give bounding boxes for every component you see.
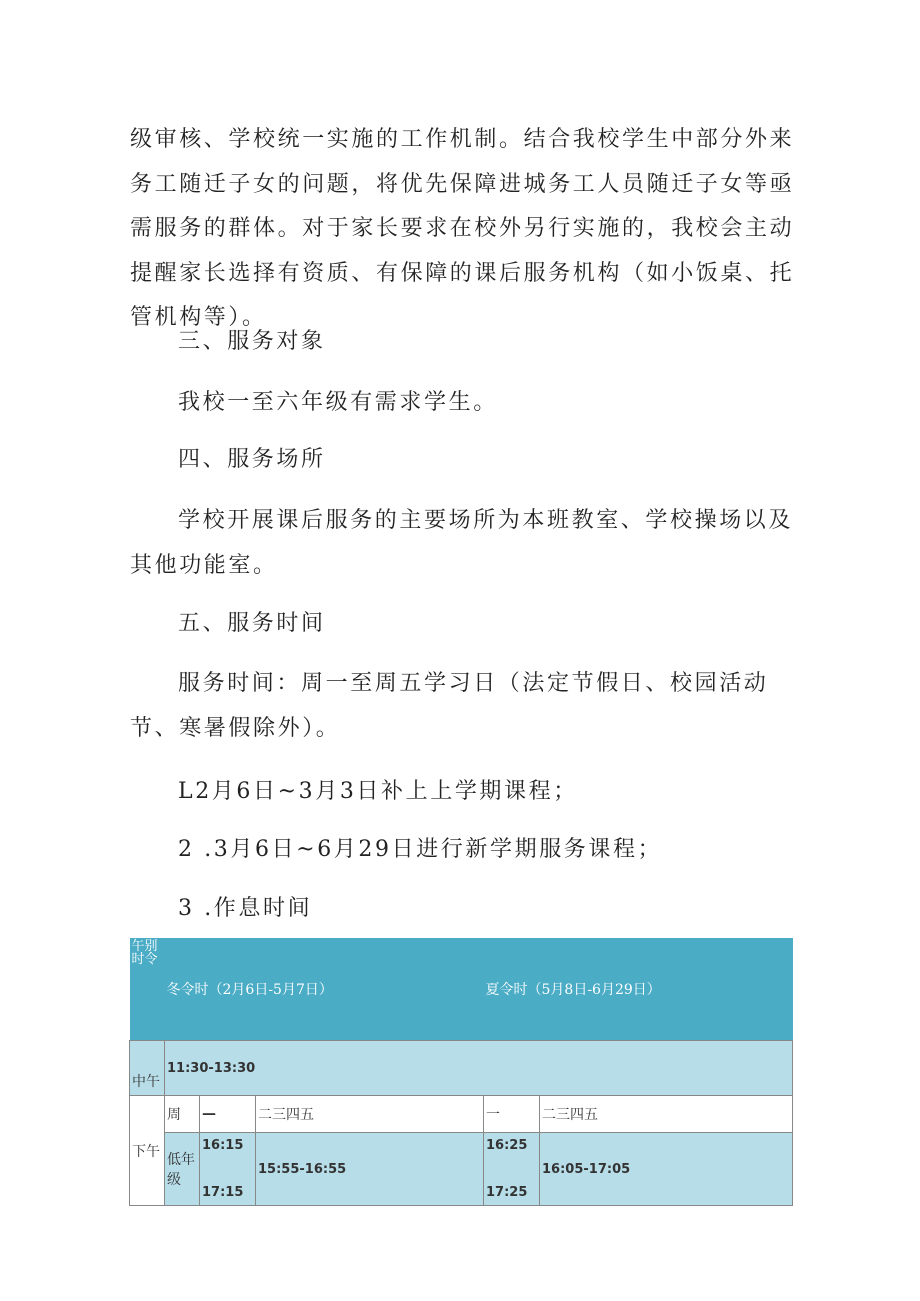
summer-tue-fri-time: 16:05-17:05 bbox=[540, 1133, 793, 1206]
schedule-table bbox=[129, 938, 793, 1206]
summer-monday-start: 16:25 bbox=[486, 1138, 528, 1153]
summer-monday-time bbox=[484, 1133, 540, 1206]
afternoon-label: 下午 bbox=[130, 1096, 165, 1206]
paragraph-intro: 级审核、学校统一实施的工作机制。结合我校学生中部分外来务工随迁子女的问题，将优先保障进城务工人员随迁子女等亟需服务的群体。对于家长要求在校外另行实施的，我校会主动提醒家长选择有资质、有保障的课后服务机构（如小饭桌、托管机构等）。 bbox=[130, 127, 795, 330]
summer-tue-fri: 二三四五 bbox=[540, 1096, 793, 1133]
winter-header: 冬令时（2月6日-5月7日） bbox=[165, 938, 484, 1041]
winter-monday-start: 16:15 bbox=[202, 1138, 244, 1153]
heading-service-targets: 三、服务对象 bbox=[178, 329, 326, 354]
week-label: 周 bbox=[165, 1096, 200, 1133]
summer-monday-end: 17:25 bbox=[486, 1185, 528, 1200]
winter-monday-end: 17:15 bbox=[202, 1185, 244, 1200]
noon-label: 中午 bbox=[130, 1041, 165, 1096]
table-row-low-grade bbox=[130, 1133, 793, 1206]
list-item-1: L2月6日~3月3日补上上学期课程； bbox=[178, 779, 578, 804]
noon-time: 11:30-13:30 bbox=[165, 1041, 793, 1096]
heading-service-time: 五、服务时间 bbox=[178, 611, 326, 636]
table-row-noon bbox=[130, 1041, 793, 1096]
list-item-3: 3 .作息时间 bbox=[178, 896, 313, 921]
low-grade-label: 低年级 bbox=[165, 1133, 200, 1206]
heading-service-venue: 四、服务场所 bbox=[178, 447, 326, 472]
winter-monday-time bbox=[200, 1133, 256, 1206]
table-row-weekdays bbox=[130, 1096, 793, 1133]
winter-monday: — bbox=[200, 1096, 256, 1133]
winter-tue-fri-time: 15:55-16:55 bbox=[256, 1133, 484, 1206]
paragraph-service-venue: 学校开展课后服务的主要场所为本班教室、学校操场以及其他功能室。 bbox=[130, 508, 794, 578]
summer-header: 夏令时（5月8日-6月29日） bbox=[484, 938, 793, 1041]
list-item-2: 2 .3月6日~6月29日进行新学期服务课程； bbox=[178, 837, 663, 862]
corner-label: 午别时令 bbox=[130, 938, 165, 1041]
paragraph-service-time: 服务时间：周一至周五学习日（法定节假日、校园活动节、寒暑假除外）。 bbox=[130, 671, 769, 741]
summer-monday: 一 bbox=[484, 1096, 540, 1133]
paragraph-service-targets: 我校一至六年级有需求学生。 bbox=[178, 390, 498, 415]
winter-tue-fri: 二三四五 bbox=[256, 1096, 484, 1133]
table-header-row bbox=[130, 938, 793, 1041]
